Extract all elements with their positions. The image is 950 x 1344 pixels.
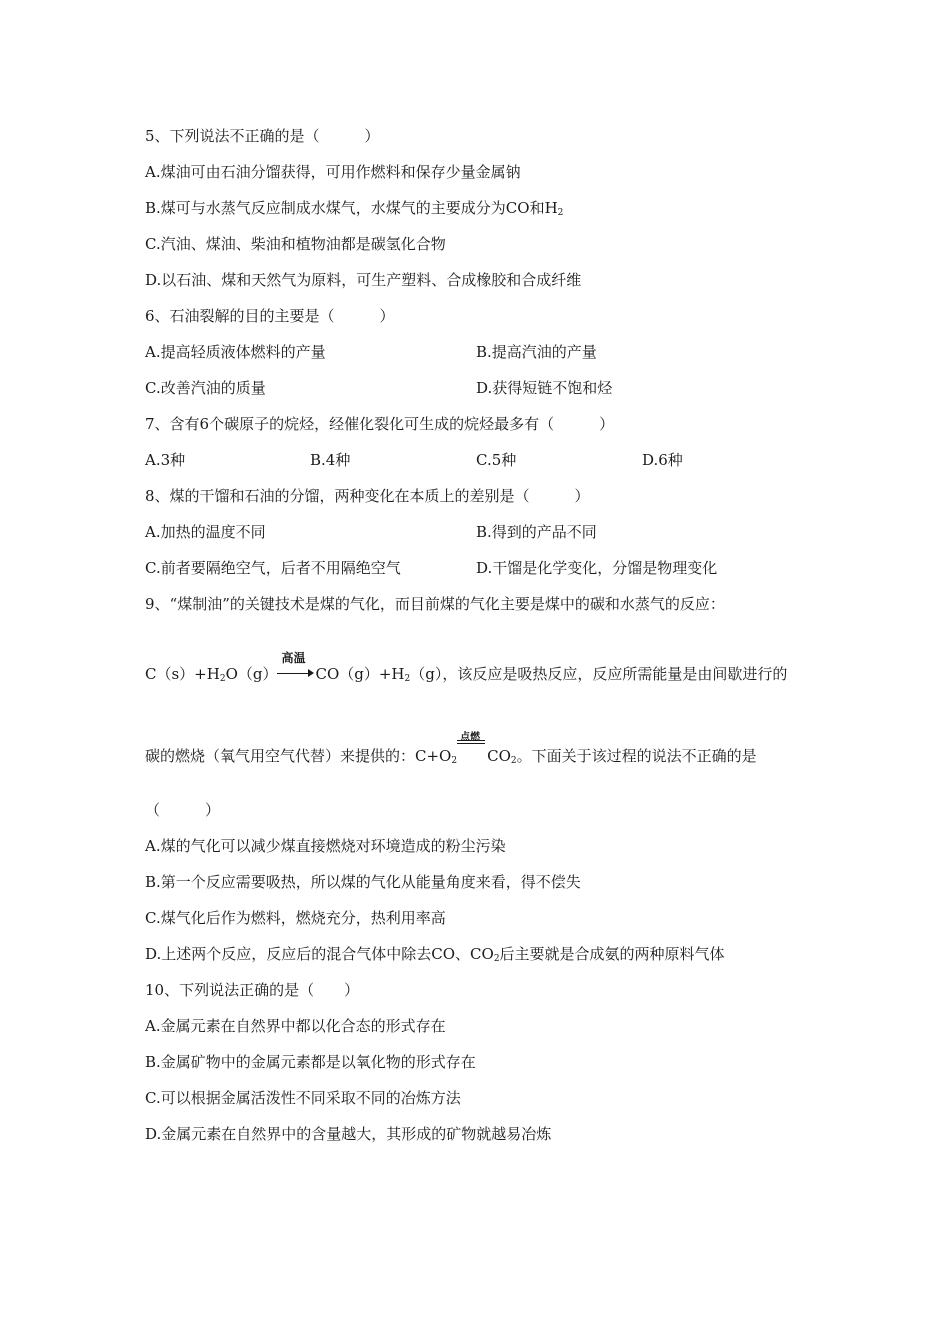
q5-option-d: D.以石油、煤和天然气为原料，可生产塑料、合成橡胶和合成纤维: [145, 271, 582, 289]
q9-option-a: A.煤的气化可以减少煤直接燃烧对环境造成的粉尘污染: [145, 837, 506, 855]
q5-option-b: B.煤可与水蒸气反应制成水煤气，水煤气的主要成分为CO和$H_2$: [145, 199, 564, 218]
q6-option-b: B.提高汽油的产量: [476, 343, 597, 361]
q10-stem: 10、下列说法正确的是（ ）: [145, 981, 360, 999]
q7-option-a: A.3种: [145, 451, 186, 469]
q7-option-b: B.4种: [310, 451, 351, 469]
q9-equation-2: 碳的燃烧（氧气用空气代替）来提供的：$C+O_2$ 点燃 $CO_2$。下面关于该过程的说法不正确的是: [145, 746, 757, 766]
q8-option-b: B.得到的产品不同: [476, 523, 597, 541]
condition-high-temp: 高温: [281, 651, 306, 665]
q8-option-c: C.前者要隔绝空气，后者不用隔绝空气: [145, 559, 401, 577]
q9-option-c: C.煤气化后作为燃料，燃烧充分，热利用率高: [145, 909, 446, 927]
q7-option-c: C.5种: [476, 451, 517, 469]
q8-option-d: D.干馏是化学变化，分馏是物理变化: [476, 559, 718, 577]
q10-option-b: B.金属矿物中的金属元素都是以氧化物的形式存在: [145, 1053, 476, 1071]
q9-option-d: D.上述两个反应，反应后的混合气体中除去CO、$CO_2$后主要就是合成氨的两种原料气体: [145, 945, 725, 964]
q9-equation-1: $C(s)+H_2O(g)$ 高温 $CO(g)+H_2(g)$，该反应是吸热反应，反应所需能量是由间歇进行的: [145, 664, 787, 684]
reaction-equals-icon: [457, 732, 487, 766]
q5-stem: 5、下列说法不正确的是（ ）: [145, 127, 380, 145]
q5-option-a: A.煤油可由石油分馏获得，可用作燃料和保存少量金属钠: [145, 163, 521, 181]
q6-option-d: D.获得短链不饱和烃: [476, 379, 613, 397]
reaction-arrow-icon: [277, 651, 315, 684]
q10-option-d: D.金属元素在自然界中的含量越大，其形成的矿物就越易冶炼: [145, 1125, 552, 1143]
q10-option-a: A.金属元素在自然界中都以化合态的形式存在: [145, 1017, 446, 1035]
q7-stem: 7、含有6个碳原子的烷烃，经催化裂化可生成的烷烃最多有（ ）: [145, 415, 615, 433]
q9-option-b: B.第一个反应需要吸热，所以煤的气化从能量角度来看，得不偿失: [145, 873, 581, 891]
condition-ignite: 点燃: [460, 732, 481, 743]
q6-option-a: A.提高轻质液体燃料的产量: [145, 343, 326, 361]
q8-stem: 8、煤的干馏和石油的分馏，两种变化在本质上的差别是（ ）: [145, 487, 590, 505]
q6-stem: 6、石油裂解的目的主要是（ ）: [145, 307, 395, 325]
q5-option-c: C.汽油、煤油、柴油和植物油都是碳氢化合物: [145, 235, 446, 253]
q7-option-d: D.6种: [642, 451, 683, 469]
q10-option-c: C.可以根据金属活泼性不同采取不同的冶炼方法: [145, 1089, 461, 1107]
q9-stem: 9、“煤制油”的关键技术是煤的气化，而目前煤的气化主要是煤中的碳和水蒸气的反应：: [145, 595, 725, 613]
q8-option-a: A.加热的温度不同: [145, 523, 266, 541]
q9-answer-paren: （ ）: [145, 801, 221, 819]
q6-option-c: C.改善汽油的质量: [145, 379, 266, 397]
